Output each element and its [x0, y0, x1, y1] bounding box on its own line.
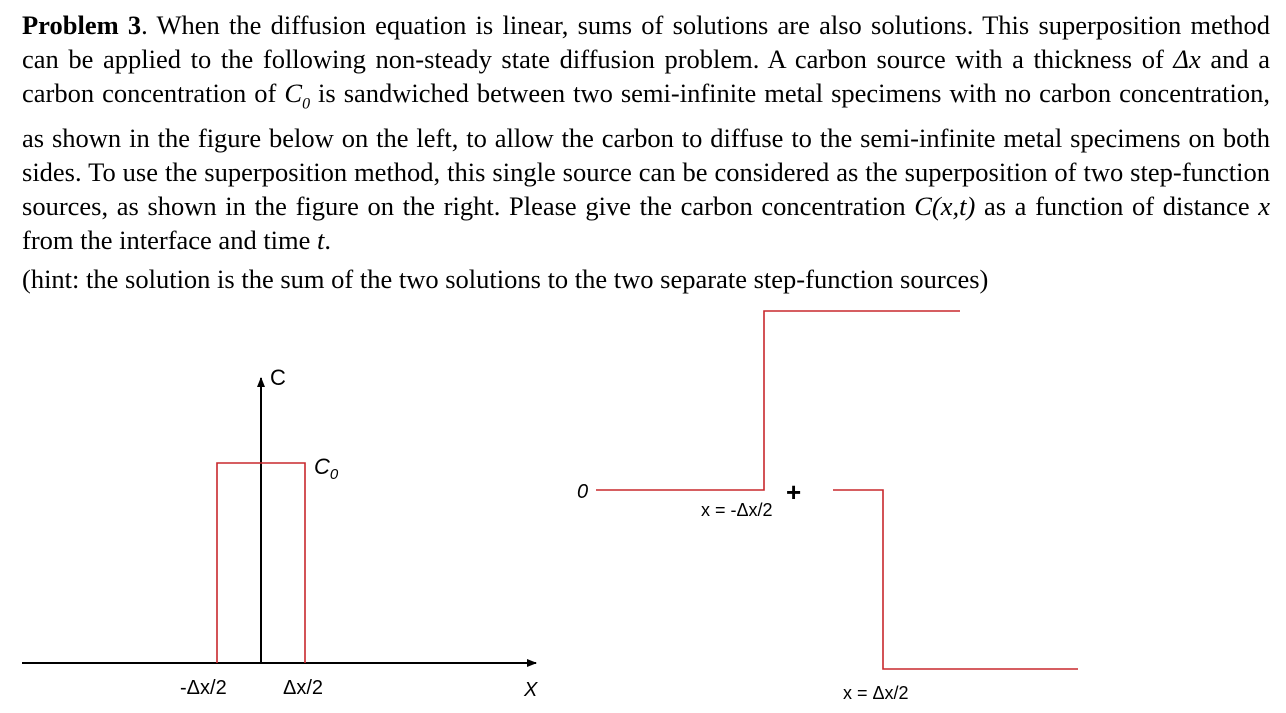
tick-right-label: Δx/2	[283, 677, 324, 699]
problem-text-1: . When the diffusion equation is linear, sums of solutions are also solutions. This superposition method can be applied to the following non-steady state diffusion problem. A carbon source with a thickness of	[22, 10, 1270, 74]
left-figure	[22, 365, 538, 701]
problem-c0: $C_0$	[284, 78, 311, 113]
right-figure	[577, 311, 1078, 703]
problem-dx: Δx	[1173, 44, 1201, 74]
problem-text-4: as a function of distance	[975, 191, 1259, 222]
problem-text-5: from the interface and time	[22, 225, 318, 256]
step-down-curve	[833, 490, 1078, 669]
problem-t: t	[317, 225, 325, 256]
problem-text-2: and a carbon concentration of	[22, 44, 1270, 108]
hint-text: (hint: the solution is the sum of the two solutions to the two separate step-function sources)	[22, 264, 989, 294]
problem-text-6: .	[324, 225, 332, 256]
y-axis-label: C	[270, 365, 286, 390]
tick-left-label: -Δx/2	[180, 677, 227, 699]
problem-x: x	[1258, 191, 1270, 222]
plus-sign: +	[786, 477, 802, 507]
c0-label: $C_0$	[314, 454, 339, 483]
problem-text-3: is sandwiched between two semi-infinite metal specimens with no carbon concentration, as shown in the figure below on the left, to allow the carbon to diffuse to the semi-infinite metal specimens on both sides. To use the superposition method, this single source can be considered as the superposition of two step-function sources, as shown in the figure on the right. Please give the carbon concentration	[22, 78, 1271, 222]
step-up-curve	[596, 311, 960, 490]
problem-heading: Problem 3	[22, 10, 142, 40]
zero-label: 0	[577, 481, 589, 503]
step1-label: x = -Δx/2	[701, 500, 773, 520]
x-axis-label: X	[524, 679, 538, 701]
problem-cxt: C(x,t)	[914, 191, 976, 222]
step2-label: x = Δx/2	[843, 683, 909, 703]
